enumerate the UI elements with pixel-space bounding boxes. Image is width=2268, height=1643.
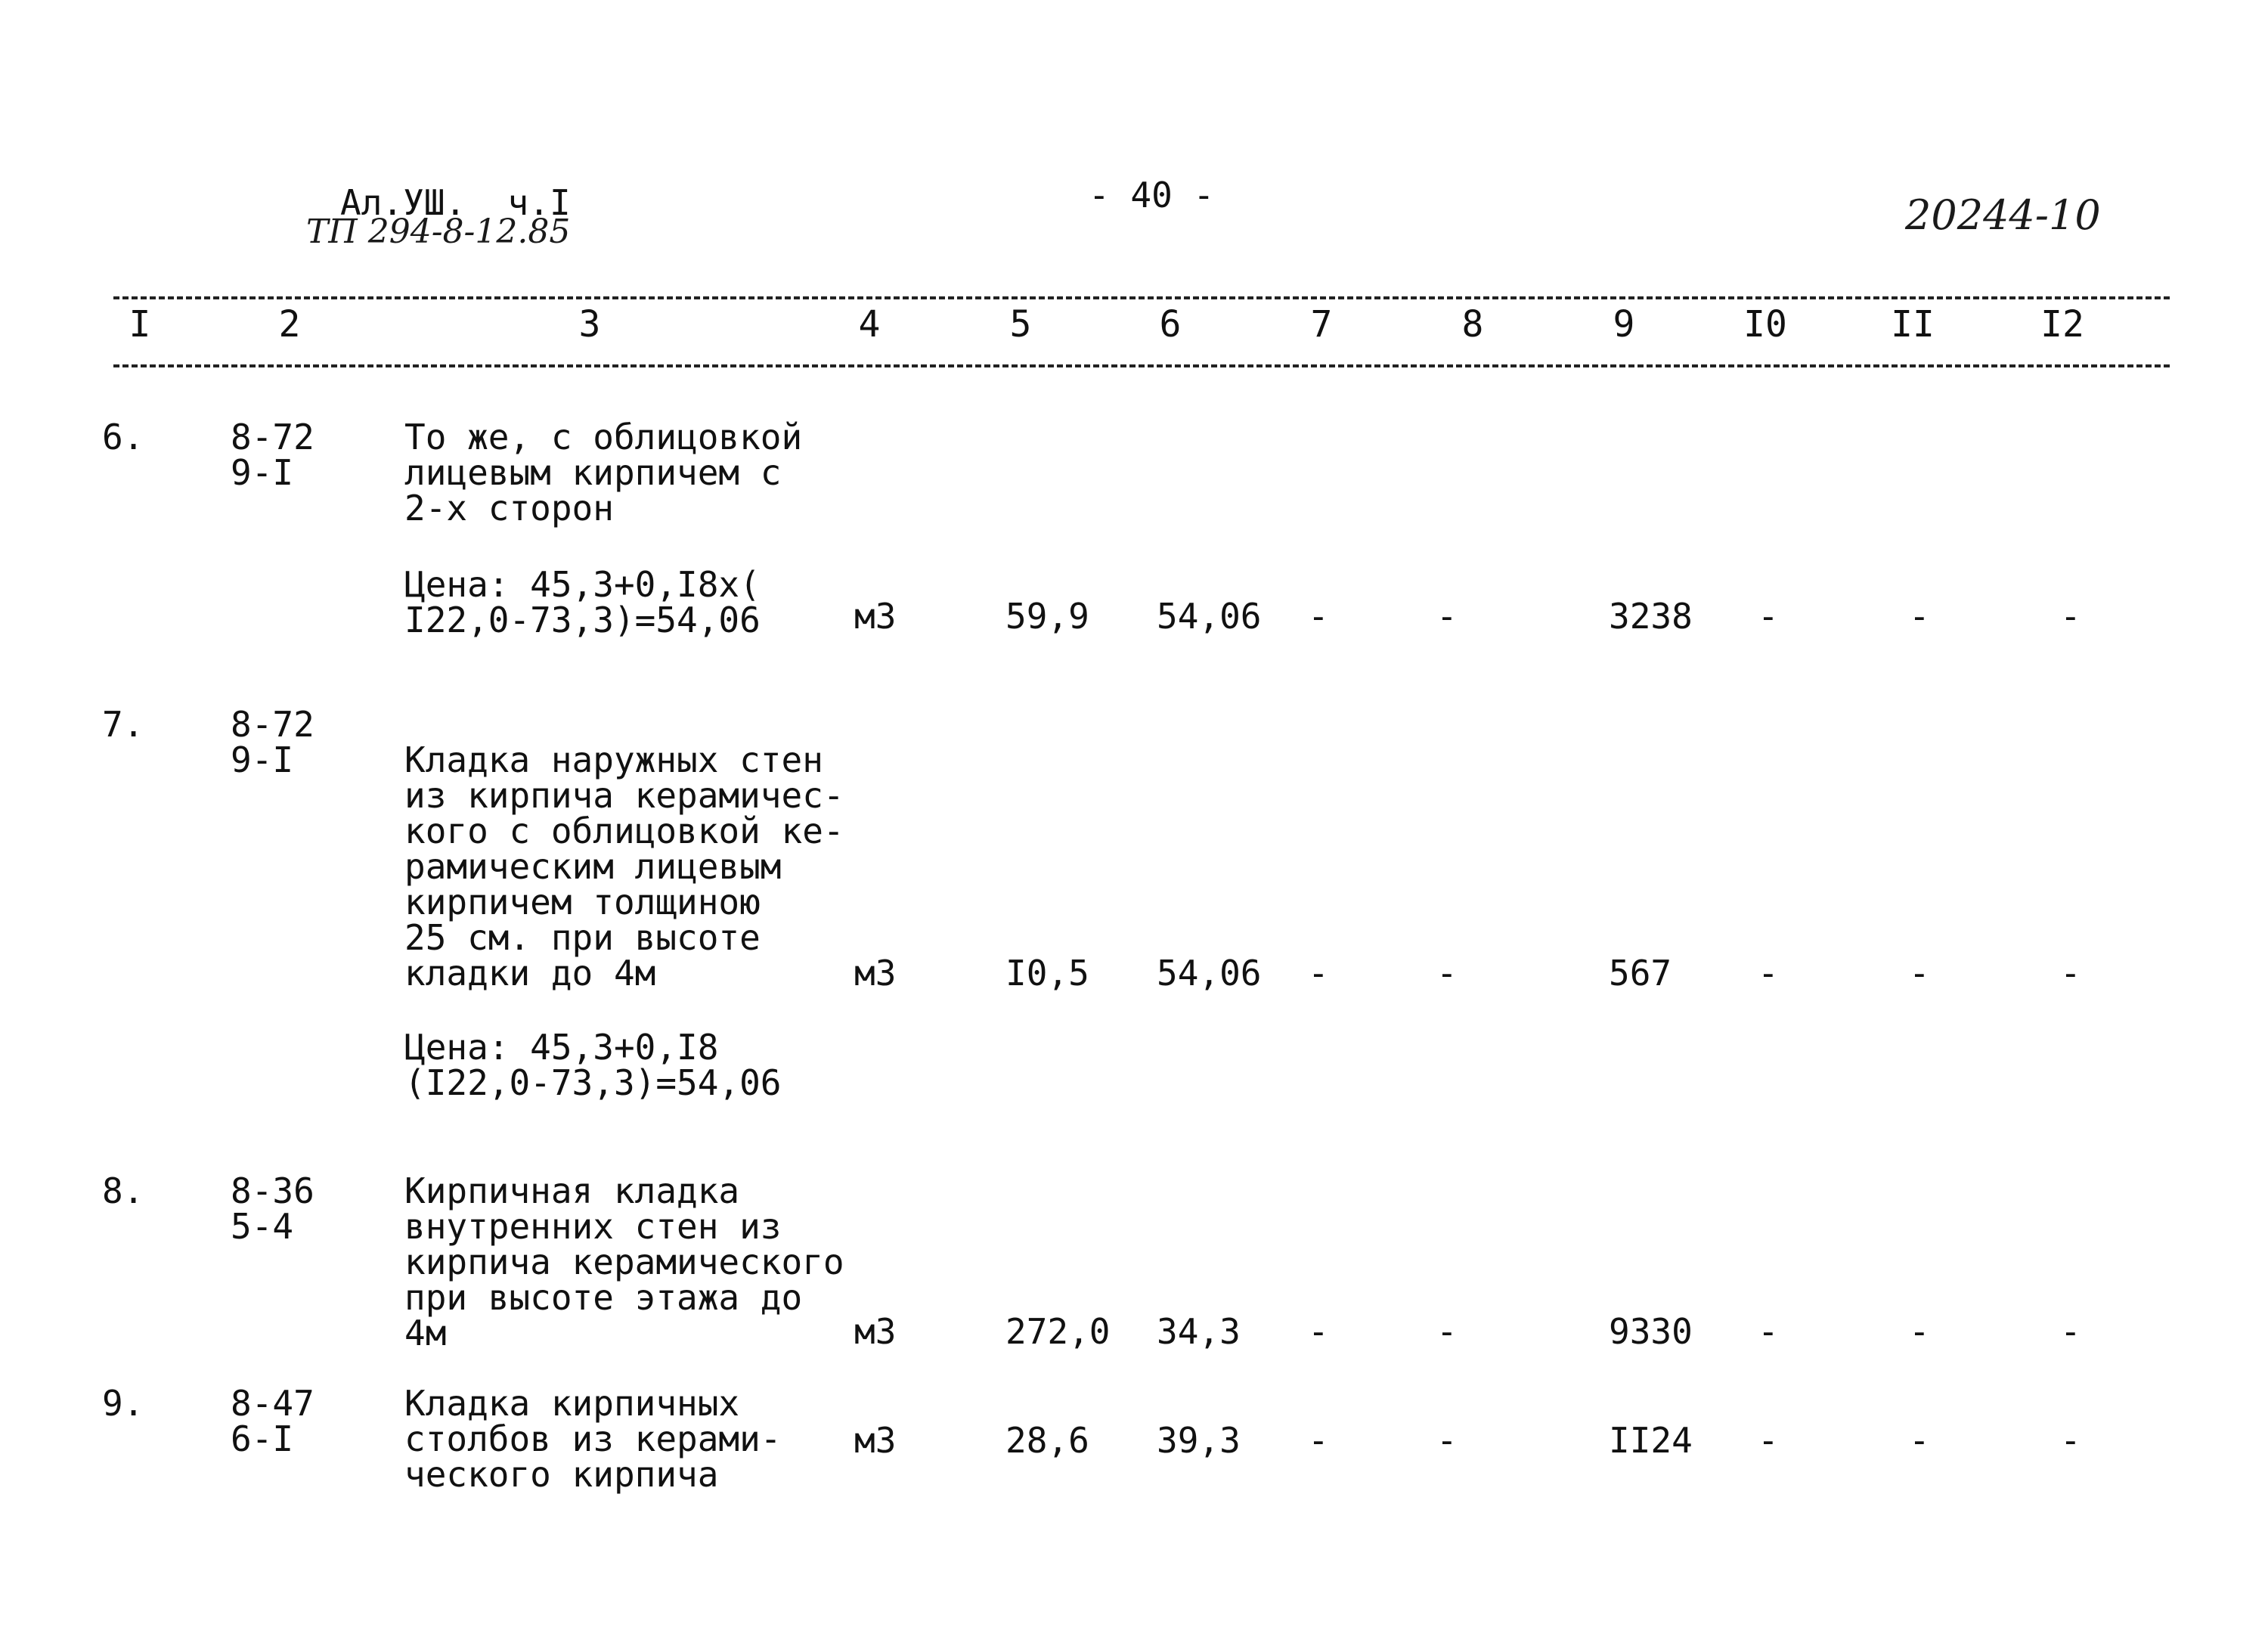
- col8-value: -: [1436, 953, 1458, 994]
- work-description: Кладка наружных стен из кирпича керамичес- кого с облицовкой ке- рамическим лицевым кирпичем толщиною 25 см. при высоте кладки до 4м: [404, 739, 844, 994]
- col11-value: -: [1909, 1311, 1930, 1352]
- project-code: ТП 294-8-12.85: [306, 212, 571, 251]
- col10-value: -: [1758, 1311, 1779, 1352]
- column-header: I2: [2040, 303, 2084, 346]
- col12-value: -: [2060, 953, 2081, 994]
- column-header: 6: [1159, 303, 1182, 346]
- column-header: 2: [278, 303, 301, 346]
- col12-value: -: [2060, 596, 2081, 637]
- col8-value: -: [1436, 1420, 1458, 1461]
- document-number: 20244-10: [1905, 191, 2101, 239]
- col11-value: -: [1909, 953, 1930, 994]
- col8-value: -: [1436, 1311, 1458, 1352]
- row-number: 8.: [102, 1170, 144, 1211]
- col10-value: -: [1758, 596, 1779, 637]
- column-header: 5: [1009, 303, 1032, 346]
- unit-price: 54,06: [1157, 596, 1262, 637]
- quantity: 272,0: [1005, 1311, 1111, 1352]
- column-header: 3: [578, 303, 601, 346]
- total-cost: 567: [1609, 953, 1672, 994]
- page-number: - 40 -: [1089, 175, 1215, 215]
- work-description: То же, с облицовкой лицевым кирпичем с 2-х сторон: [404, 417, 803, 529]
- row-number: 9.: [102, 1383, 144, 1424]
- column-header: 9: [1613, 303, 1635, 346]
- col7-value: -: [1308, 596, 1329, 637]
- col8-value: -: [1436, 596, 1458, 637]
- total-cost: 9330: [1609, 1311, 1693, 1352]
- header-top-rule: [113, 296, 2170, 299]
- quantity: 28,6: [1005, 1420, 1089, 1461]
- col10-value: -: [1758, 953, 1779, 994]
- col10-value: -: [1758, 1420, 1779, 1461]
- norm-code: 8-72 9-I: [231, 704, 314, 780]
- price-calculation: Цена: 45,3+0,I8x( I22,0-73,3)=54,06: [404, 564, 761, 640]
- series-label: Ал.УШ. ч.I: [340, 182, 571, 223]
- column-header: I0: [1743, 303, 1787, 346]
- norm-code: 8-36 5-4: [231, 1170, 314, 1247]
- column-header: I: [129, 303, 151, 346]
- unit-price: 39,3: [1157, 1420, 1241, 1461]
- col7-value: -: [1308, 1311, 1329, 1352]
- work-description: Кирпичная кладка внутренних стен из кирпича керамического при высоте этажа до 4м: [404, 1170, 844, 1353]
- unit: м3: [854, 596, 897, 637]
- column-header: 8: [1461, 303, 1484, 346]
- column-header: II: [1891, 303, 1935, 346]
- row-number: 7.: [102, 704, 144, 745]
- unit: м3: [854, 953, 897, 994]
- unit-price: 34,3: [1157, 1311, 1241, 1352]
- unit: м3: [854, 1311, 897, 1352]
- work-description: Кладка кирпичных столбов из керами- ческого кирпича: [404, 1383, 782, 1495]
- col12-value: -: [2060, 1311, 2081, 1352]
- col7-value: -: [1308, 953, 1329, 994]
- unit: м3: [854, 1420, 897, 1461]
- header-bottom-rule: [113, 364, 2170, 367]
- column-header: 4: [858, 303, 881, 346]
- col11-value: -: [1909, 1420, 1930, 1461]
- col12-value: -: [2060, 1420, 2081, 1461]
- norm-code: 8-72 9-I: [231, 417, 314, 493]
- column-header: 7: [1310, 303, 1333, 346]
- quantity: 59,9: [1005, 596, 1089, 637]
- price-calculation: Цена: 45,3+0,I8 (I22,0-73,3)=54,06: [404, 1027, 782, 1103]
- norm-code: 8-47 6-I: [231, 1383, 314, 1459]
- total-cost: 3238: [1609, 596, 1693, 637]
- total-cost: II24: [1609, 1420, 1693, 1461]
- row-number: 6.: [102, 417, 144, 457]
- quantity: I0,5: [1005, 953, 1089, 994]
- unit-price: 54,06: [1157, 953, 1262, 994]
- col7-value: -: [1308, 1420, 1329, 1461]
- col11-value: -: [1909, 596, 1930, 637]
